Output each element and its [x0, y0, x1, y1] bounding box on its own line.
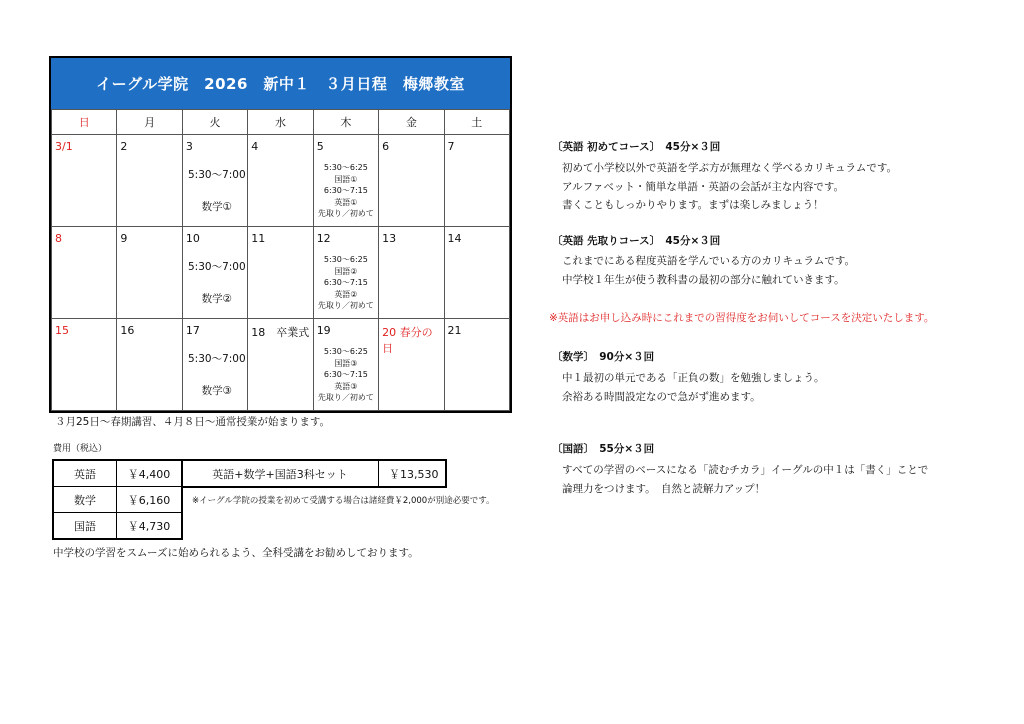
course-line: 中学校１年生が使う教科書の最初の部分に触れていきます。: [562, 273, 845, 286]
day-cell: [182, 135, 247, 227]
day-number: 8: [55, 232, 62, 245]
schedule-line: 5:30～6:25: [323, 347, 368, 356]
day-number: 9: [120, 232, 128, 245]
day-number: 15: [55, 324, 69, 337]
day-cell: [117, 227, 182, 319]
course-desc-math: [562, 369, 825, 406]
weekday-sat: 土: [444, 110, 509, 135]
day-number-graduation: 18 卒業式: [251, 326, 310, 339]
calendar-week-1: [52, 135, 510, 227]
course-line: すべての学習のベースになる「読むチカラ」イーグルの中１は「書く」ことで: [562, 464, 929, 476]
weekday-mon: 月: [117, 110, 182, 135]
course-line: 余裕ある時間設定なので急がず進めます。: [562, 390, 761, 403]
recommend-note: 中学校の学習をスムーズに始められるよう、全科受講をお勧めしております。: [53, 547, 419, 559]
schedule-line: 先取り／初めて: [317, 301, 374, 311]
day-cell: [248, 135, 313, 227]
fee-subject-english: 英語: [53, 460, 117, 487]
day-cell: [52, 135, 117, 227]
schedule-line: 5:30～6:25: [323, 163, 368, 172]
schedule-line: 英語③: [334, 381, 358, 391]
weekday-wed: 水: [248, 110, 313, 135]
course-line: これまでにある程度英語を学んでいる方のカリキュラムです。: [562, 255, 856, 267]
day-cell: [248, 319, 313, 411]
course-line: 書くこともしっかりやります。まずは楽しみましょう！: [562, 199, 824, 211]
thursday-schedule: [314, 254, 378, 312]
fee-footnote: ※イーグル学院の授業を初めて受講する場合は諸経費￥2,000が別途必要です。: [192, 496, 495, 506]
day-cell: [117, 135, 182, 227]
day-number: 14: [447, 232, 462, 245]
schedule-line: 先取り／初めて: [317, 209, 374, 219]
weekday-header-row: [52, 110, 510, 135]
day-cell: [379, 135, 444, 227]
day-cell: [444, 319, 509, 411]
day-number-holiday: 20 春分の日: [382, 326, 433, 355]
day-number: 5: [316, 140, 324, 153]
day-cell: [444, 227, 509, 319]
weekday-sun: 日: [52, 110, 117, 135]
class-time: 5:30～7:00: [188, 169, 246, 181]
schedule-line: 英語②: [334, 289, 358, 299]
course-heading-japanese: 〔国語〕 55分×３回: [552, 443, 655, 455]
day-number: 2: [120, 140, 128, 153]
weekday-fri: 金: [379, 110, 444, 135]
course-heading-english-intro: 〔英語 初めてコース〕 45分×３回: [552, 141, 721, 153]
class-subject: 数学①: [201, 201, 233, 213]
day-number: 3: [185, 140, 193, 153]
class-subject: 数学②: [201, 293, 233, 305]
course-desc-english-intro: [562, 159, 897, 215]
schedule-line: 国語①: [334, 174, 358, 184]
fee-subject-japanese: 国語: [53, 512, 117, 539]
course-heading-english-advance: 〔英語 先取りコース〕 45分×３回: [552, 235, 721, 247]
calendar-week-2: [52, 227, 510, 319]
day-number: 6: [382, 140, 390, 153]
day-cell: [248, 227, 313, 319]
calendar-week-3: [52, 319, 510, 411]
fee-price-math: ￥6,160: [116, 486, 182, 513]
day-number: 13: [382, 232, 397, 245]
english-course-notice: ※英語はお申し込み時にこれまでの習得度をお伺いしてコースを決定いたします。: [549, 312, 935, 324]
class-subject: 数学③: [201, 385, 233, 397]
fee-subject-math: 数学: [53, 486, 117, 513]
calendar-grid: [51, 109, 510, 411]
fee-set-price: ￥13,530: [378, 460, 446, 487]
day-number: 19: [316, 324, 331, 337]
class-time: 5:30～7:00: [188, 353, 246, 365]
weekday-tue: 火: [182, 110, 247, 135]
day-number: 21: [447, 324, 462, 337]
schedule-line: 5:30～6:25: [323, 255, 368, 264]
thursday-schedule: [314, 162, 378, 220]
course-desc-japanese: [562, 461, 928, 498]
calendar: [49, 56, 512, 413]
day-number: 4: [251, 140, 259, 153]
schedule-line: 国語③: [334, 358, 358, 368]
schedule-line: 国語②: [334, 266, 358, 276]
day-number: 16: [120, 324, 135, 337]
schedule-line: 先取り／初めて: [317, 393, 374, 403]
fee-price-english: ￥4,400: [116, 460, 182, 487]
day-cell: [379, 319, 444, 411]
calendar-title: イーグル学院 2026 新中１ ３月日程 梅郷教室: [51, 58, 510, 109]
day-cell: [313, 135, 378, 227]
fee-set-label: 英語+数学+国語3科セット: [181, 460, 379, 487]
day-number: 11: [251, 232, 266, 245]
course-line: 初めて小学校以外で英語を学ぶ方が無理なく学べるカリキュラムです。: [562, 162, 898, 174]
fee-table-frame: [52, 459, 183, 540]
fee-price-japanese: ￥4,730: [116, 512, 182, 539]
day-number: 10: [185, 232, 200, 245]
schedule-line: 英語①: [334, 197, 358, 207]
schedule-line: 6:30～7:15: [323, 186, 368, 196]
day-cell: [182, 227, 247, 319]
day-cell: [182, 319, 247, 411]
schedule-line: 6:30～7:15: [323, 370, 368, 380]
day-number: 7: [447, 140, 455, 153]
day-number: 3/1: [55, 140, 73, 153]
fee-set-frame: [181, 459, 447, 488]
day-cell: [52, 319, 117, 411]
course-line: 論理力をつけます。 自然と読解力アップ！: [562, 482, 766, 495]
course-desc-english-advance: [562, 252, 855, 289]
day-number: 17: [185, 324, 200, 337]
day-cell: [313, 227, 378, 319]
course-line: 中１最初の単元である「正負の数」を勉強しましょう。: [562, 372, 825, 384]
day-cell: [379, 227, 444, 319]
day-cell: [444, 135, 509, 227]
day-cell: [313, 319, 378, 411]
course-line: アルファベット・簡単な単語・英語の会話が主な内容です。: [562, 180, 845, 193]
thursday-schedule: [314, 346, 378, 404]
class-time: 5:30～7:00: [188, 261, 246, 273]
day-number: 12: [316, 232, 331, 245]
day-cell: [52, 227, 117, 319]
weekday-thu: 木: [313, 110, 378, 135]
fees-heading: 費用（税込）: [53, 444, 108, 454]
schedule-line: 6:30～7:15: [323, 278, 368, 288]
schedule-note: ３月25日～春期講習、４月８日～通常授業が始まります。: [55, 416, 331, 428]
day-cell: [117, 319, 182, 411]
course-heading-math: 〔数学〕 90分×３回: [552, 351, 655, 363]
